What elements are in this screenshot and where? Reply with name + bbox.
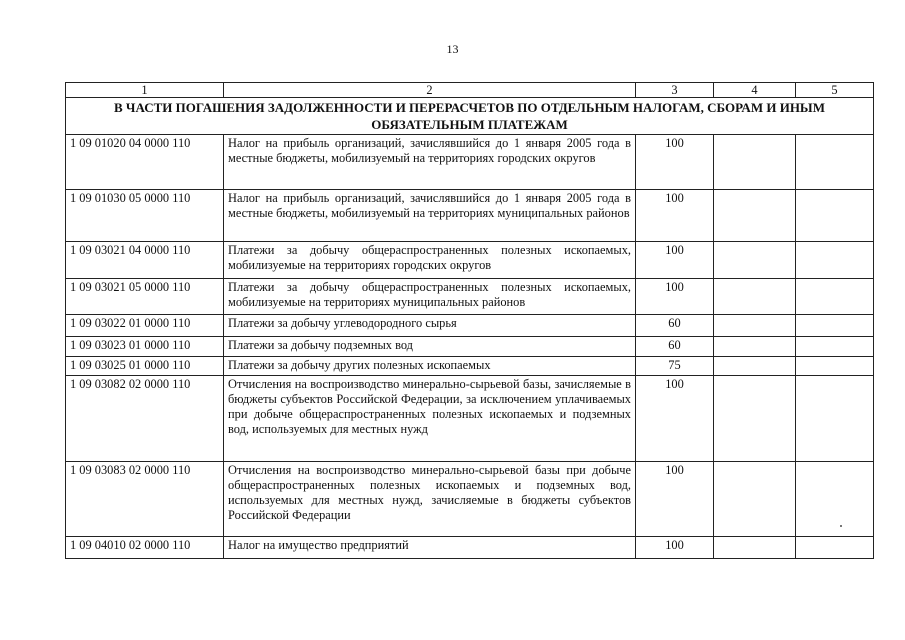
revenue-name: Платежи за добычу общераспространенных полезных ископаемых, мобилизуемые на территориях муниципальных районов <box>224 279 636 315</box>
classification-code: 1 09 01020 04 0000 110 <box>66 135 224 190</box>
standard-percent: 100 <box>636 376 714 462</box>
classification-code: 1 09 03023 01 0000 110 <box>66 337 224 357</box>
classification-code: 1 09 03021 04 0000 110 <box>66 242 224 279</box>
standard-percent: 100 <box>636 242 714 279</box>
standard-percent: 60 <box>636 315 714 337</box>
standard-percent: 100 <box>636 462 714 537</box>
revenue-name: Платежи за добычу других полезных ископаемых <box>224 357 636 376</box>
table-row <box>66 337 874 357</box>
revenue-name: Отчисления на воспроизводство минерально-сырьевой базы, зачисляемые в бюджеты субъектов Российской Федерации, за исключением уплачиваемых при добыче общераспространенных полезных ископаемых и подземных вод, используемых для местных нужд <box>224 376 636 462</box>
revenue-name: Налог на прибыль организаций, зачислявшийся до 1 января 2005 года в местные бюджеты, мобилизуемый на территориях муниципальных районов <box>224 190 636 242</box>
classification-code: 1 09 03082 02 0000 110 <box>66 376 224 462</box>
table-row <box>66 279 874 315</box>
classification-code: 1 09 01030 05 0000 110 <box>66 190 224 242</box>
column-5-value <box>796 357 874 376</box>
revenue-name: Отчисления на воспроизводство минерально-сырьевой базы при добыче общераспространенных полезных ископаемых и подземных вод, используемых для местных нужд, зачисляемые в бюджеты субъектов Российской Федерации <box>224 462 636 537</box>
column-5-value <box>796 242 874 279</box>
table-row <box>66 537 874 559</box>
standard-percent: 100 <box>636 279 714 315</box>
revenue-name: Платежи за добычу углеводородного сырья <box>224 315 636 337</box>
table-row <box>66 135 874 190</box>
table-row <box>66 315 874 337</box>
section-heading-row <box>66 98 874 135</box>
classification-code: 1 09 03083 02 0000 110 <box>66 462 224 537</box>
revenue-name: Налог на прибыль организаций, зачислявшийся до 1 января 2005 года в местные бюджеты, мобилизуемый на территориях городских округов <box>224 135 636 190</box>
table-row <box>66 357 874 376</box>
column-number-row <box>66 83 874 98</box>
classification-code: 1 09 04010 02 0000 110 <box>66 537 224 559</box>
scan-speck <box>840 525 842 527</box>
standard-percent: 60 <box>636 337 714 357</box>
column-header-4: 4 <box>714 83 796 98</box>
table-row <box>66 376 874 462</box>
page-number: 13 <box>446 42 459 56</box>
revenue-name: Налог на имущество предприятий <box>224 537 636 559</box>
column-4-value <box>714 337 796 357</box>
column-5-value <box>796 279 874 315</box>
standard-percent: 100 <box>636 190 714 242</box>
classification-code: 1 09 03022 01 0000 110 <box>66 315 224 337</box>
column-5-value <box>796 337 874 357</box>
column-4-value <box>714 279 796 315</box>
column-5-value <box>796 135 874 190</box>
classification-code: 1 09 03025 01 0000 110 <box>66 357 224 376</box>
column-header-3: 3 <box>636 83 714 98</box>
revenue-name: Платежи за добычу общераспространенных полезных ископаемых, мобилизуемые на территориях городских округов <box>224 242 636 279</box>
column-header-5: 5 <box>796 83 874 98</box>
column-5-value <box>796 462 874 537</box>
section-title: В ЧАСТИ ПОГАШЕНИЯ ЗАДОЛЖЕННОСТИ И ПЕРЕРАСЧЕТОВ ПО ОТДЕЛЬНЫМ НАЛОГАМ, СБОРАМ И ИНЫМ ОБЯЗАТЕЛЬНЫМ ПЛАТЕЖАМ <box>66 98 874 135</box>
column-4-value <box>714 537 796 559</box>
column-4-value <box>714 242 796 279</box>
column-5-value <box>796 537 874 559</box>
budget-classification-table <box>65 82 874 559</box>
table-row <box>66 462 874 537</box>
standard-percent: 75 <box>636 357 714 376</box>
classification-code: 1 09 03021 05 0000 110 <box>66 279 224 315</box>
column-4-value <box>714 135 796 190</box>
standard-percent: 100 <box>636 537 714 559</box>
table-row <box>66 190 874 242</box>
column-4-value <box>714 315 796 337</box>
revenue-name: Платежи за добычу подземных вод <box>224 337 636 357</box>
column-5-value <box>796 376 874 462</box>
column-5-value <box>796 190 874 242</box>
column-header-1: 1 <box>66 83 224 98</box>
column-5-value <box>796 315 874 337</box>
column-4-value <box>714 462 796 537</box>
standard-percent: 100 <box>636 135 714 190</box>
column-4-value <box>714 376 796 462</box>
column-header-2: 2 <box>224 83 636 98</box>
table-row <box>66 242 874 279</box>
column-4-value <box>714 357 796 376</box>
column-4-value <box>714 190 796 242</box>
